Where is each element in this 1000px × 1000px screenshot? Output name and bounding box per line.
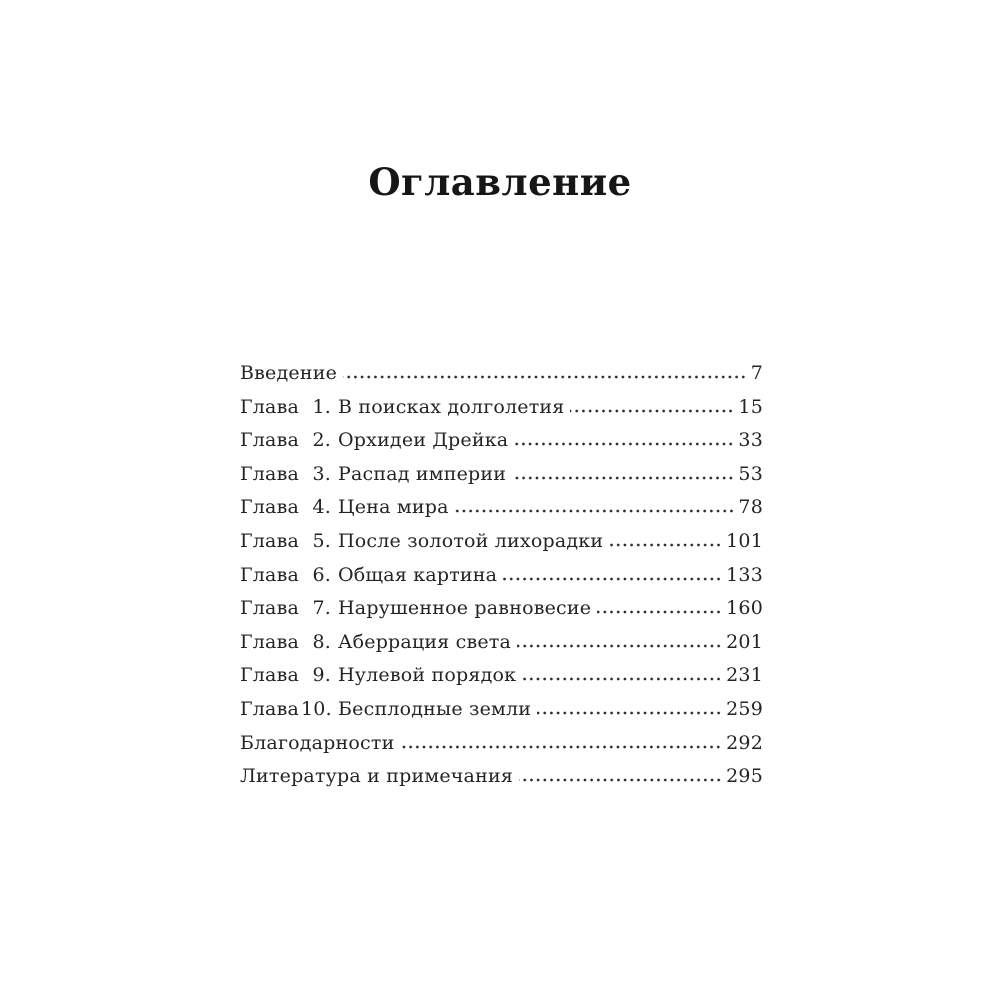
- toc-entry: [240, 458, 763, 492]
- chapter-number: 7.: [312, 597, 332, 620]
- dot-leader: [570, 409, 734, 413]
- chapter-number: 4.: [312, 496, 332, 519]
- dot-leader: [522, 677, 722, 681]
- entry-title: Нулевой порядок: [338, 664, 517, 687]
- chapter-word: Глава: [240, 630, 300, 653]
- dot-leader: [519, 778, 722, 782]
- page-number: 133: [726, 563, 763, 586]
- chapter-number: 10.: [301, 697, 332, 720]
- toc-entry: [240, 391, 763, 425]
- toc-entry: [240, 357, 763, 391]
- toc-entry: [240, 559, 763, 593]
- toc-entry: [240, 592, 763, 626]
- page-number: 78: [738, 496, 763, 519]
- dot-leader: [512, 476, 734, 480]
- toc-entry: [240, 626, 763, 660]
- entry-title: Аберрация света: [338, 630, 512, 653]
- chapter-word: Глава: [240, 395, 300, 418]
- chapter-word: Глава: [240, 664, 300, 687]
- chapter-word: Глава: [240, 697, 300, 720]
- entry-title: Цена мира: [338, 496, 449, 519]
- page-number: 259: [726, 697, 763, 720]
- chapter-number: 5.: [312, 529, 332, 552]
- toc-entry: [240, 424, 763, 458]
- toc-entry: [240, 525, 763, 559]
- chapter-number: 9.: [312, 664, 332, 687]
- page-number: 231: [726, 664, 763, 687]
- chapter-number: 3.: [312, 462, 332, 485]
- page-number: 53: [738, 462, 763, 485]
- page-number: 160: [726, 597, 763, 620]
- toc-entry: [240, 659, 763, 693]
- entry-title: Орхидеи Дрейка: [338, 429, 509, 452]
- chapter-number: 1.: [312, 395, 332, 418]
- page-number: 15: [738, 395, 763, 418]
- dot-leader: [343, 375, 747, 379]
- entry-title: Нарушенное равновесие: [338, 597, 592, 620]
- dot-leader: [537, 711, 722, 715]
- chapter-word: Глава: [240, 429, 300, 452]
- chapter-word: Глава: [240, 597, 300, 620]
- chapter-word: Глава: [240, 529, 300, 552]
- toc-entry: [240, 693, 763, 727]
- dot-leader: [400, 745, 722, 749]
- chapter-number: 2.: [312, 429, 332, 452]
- toc-entry: [240, 727, 763, 761]
- dot-leader: [455, 509, 735, 513]
- page-number: 201: [726, 630, 763, 653]
- page-title: Оглавление: [368, 160, 632, 204]
- chapter-word: Глава: [240, 496, 300, 519]
- entry-title: После золотой лихорадки: [338, 529, 604, 552]
- toc-entry: [240, 491, 763, 525]
- page-number: 295: [726, 765, 763, 788]
- entry-title: В поисках долголетия: [338, 395, 565, 418]
- dot-leader: [517, 644, 722, 648]
- dot-leader: [597, 610, 722, 614]
- table-of-contents: [240, 357, 763, 794]
- entry-title: Бесплодные земли: [338, 697, 532, 720]
- chapter-number: 6.: [312, 563, 332, 586]
- page-number: 292: [726, 731, 763, 754]
- entry-title: Распад империи: [338, 462, 507, 485]
- chapter-number: 8.: [312, 630, 332, 653]
- toc-entry: [240, 760, 763, 794]
- dot-leader: [503, 577, 722, 581]
- entry-title: Литература и примечания: [240, 765, 514, 788]
- page-number: 7: [750, 362, 763, 384]
- chapter-word: Глава: [240, 563, 300, 586]
- entry-title: Благодарности: [240, 731, 395, 754]
- page-number: 101: [726, 529, 763, 552]
- page-number: 33: [738, 429, 763, 452]
- entry-title: Общая картина: [338, 563, 498, 586]
- dot-leader: [609, 543, 722, 547]
- chapter-word: Глава: [240, 462, 300, 485]
- entry-title: Введение: [240, 362, 338, 384]
- dot-leader: [514, 442, 734, 446]
